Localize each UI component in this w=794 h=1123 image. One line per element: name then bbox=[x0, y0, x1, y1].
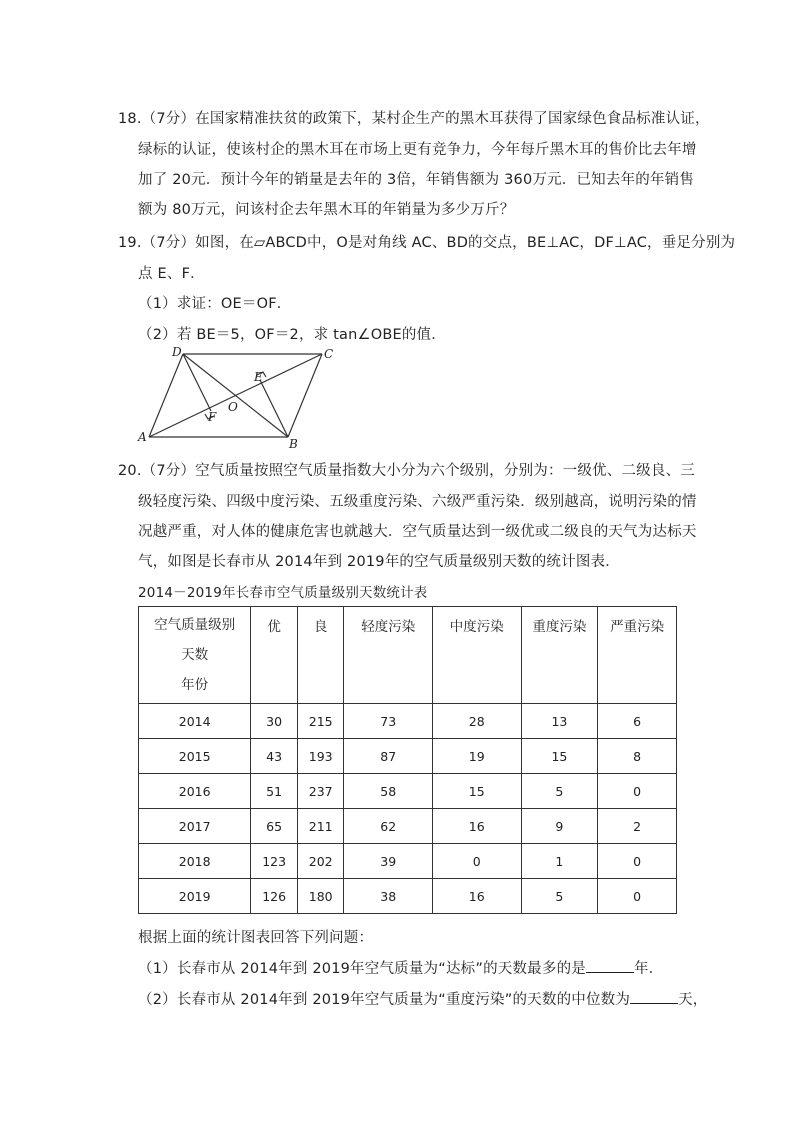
cell-good: 211 bbox=[297, 809, 344, 844]
q20-after-table: 根据上面的统计图表回答下列问题： bbox=[138, 930, 374, 946]
cell-excellent: 30 bbox=[251, 704, 298, 739]
q20-sub-1-suffix: 年． bbox=[633, 961, 664, 977]
label-c: C bbox=[324, 347, 334, 361]
q18-line-2: 绿标的认证，使该村企的黑木耳在市场上更有竞争力，今年每斤黑木耳的售价比去年增 bbox=[138, 142, 697, 158]
cell-severe: 0 bbox=[598, 879, 677, 914]
q18-line-3: 加了 20元．预计今年的销量是去年的 3倍，年销售额为 360万元．已知去年的年销售 bbox=[138, 172, 695, 188]
side-ad bbox=[149, 354, 183, 437]
cell-severe: 2 bbox=[598, 809, 677, 844]
cell-year: 2018 bbox=[139, 844, 251, 879]
cell-severe: 0 bbox=[598, 774, 677, 809]
q18-line-1: 18.（7分）在国家精准扶贫的政策下，某村企生产的黑木耳获得了国家绿色食品标准认证， bbox=[118, 111, 710, 127]
cell-severe: 6 bbox=[598, 704, 677, 739]
table-row bbox=[139, 774, 677, 809]
cell-light: 58 bbox=[344, 774, 433, 809]
q20-sub-1 bbox=[138, 957, 663, 978]
header-moderate-pollution: 中度污染 bbox=[432, 607, 521, 704]
header-good: 良 bbox=[297, 607, 344, 704]
air-quality-table bbox=[138, 606, 677, 914]
cell-light: 62 bbox=[344, 809, 433, 844]
cell-moderate: 16 bbox=[432, 809, 521, 844]
side-cb bbox=[288, 354, 322, 437]
cell-good: 215 bbox=[297, 704, 344, 739]
cell-good: 193 bbox=[297, 739, 344, 774]
cell-heavy: 13 bbox=[521, 704, 598, 739]
header-corner-level: 空气质量级别 bbox=[154, 617, 236, 633]
q20-line-2: 级轻度污染、四级中度污染、五级重度污染、六级严重污染．级别越高，说明污染的情 bbox=[138, 494, 697, 510]
q20-line-4: 气，如图是长春市从 2014年到 2019年的空气质量级别天数的统计图表． bbox=[138, 554, 620, 570]
label-o: O bbox=[228, 400, 238, 414]
parallelogram-figure bbox=[136, 340, 346, 452]
header-excellent: 优 bbox=[251, 607, 298, 704]
q20-line-3: 况越严重，对人体的健康危害也就越大．空气质量达到一级优或二级良的天气为达标天 bbox=[138, 524, 697, 540]
q19-part-2: （2）若 BE＝5，OF＝2，求 tan∠OBE的值． bbox=[138, 327, 446, 343]
cell-year: 2015 bbox=[139, 739, 251, 774]
label-d: D bbox=[172, 345, 182, 359]
header-corner-year: 年份 bbox=[181, 677, 209, 693]
cell-heavy: 1 bbox=[521, 844, 598, 879]
table-row bbox=[139, 809, 677, 844]
cell-light: 38 bbox=[344, 879, 433, 914]
cell-year: 2014 bbox=[139, 704, 251, 739]
label-b: B bbox=[289, 437, 298, 451]
label-f: F bbox=[208, 410, 217, 424]
answer-blank-1[interactable] bbox=[586, 960, 634, 973]
diagonal-bd bbox=[183, 354, 288, 437]
cell-severe: 0 bbox=[598, 844, 677, 879]
cell-year: 2019 bbox=[139, 879, 251, 914]
cell-light: 39 bbox=[344, 844, 433, 879]
q18-line-4: 额为 80万元，问该村企去年黑木耳的年销量为多少万斤？ bbox=[138, 202, 515, 218]
cell-good: 202 bbox=[297, 844, 344, 879]
cell-excellent: 51 bbox=[251, 774, 298, 809]
q19-line-1: 19.（7分）如图，在▱ABCD中，O是对角线 AC、BD的交点，BE⊥AC，DF⊥AC，垂足分别为 bbox=[118, 235, 736, 251]
q19-part-1: （1）求证：OE＝OF． bbox=[138, 296, 292, 312]
segment-be bbox=[260, 380, 288, 437]
cell-excellent: 123 bbox=[251, 844, 298, 879]
q20-sub-1-text: （1）长春市从 2014年到 2019年空气质量为“达标”的天数最多的是 bbox=[138, 961, 586, 977]
header-severe-pollution: 严重污染 bbox=[598, 607, 677, 704]
table-row bbox=[139, 739, 677, 774]
cell-moderate: 16 bbox=[432, 879, 521, 914]
answer-blank-2[interactable] bbox=[630, 991, 678, 1004]
cell-year: 2016 bbox=[139, 774, 251, 809]
table-row bbox=[139, 879, 677, 914]
label-e: E bbox=[254, 370, 263, 384]
cell-severe: 8 bbox=[598, 739, 677, 774]
q20-sub-2-suffix: 天， bbox=[678, 992, 708, 1008]
q20-line-1: 20.（7分）空气质量按照空气质量指数大小分为六个级别，分别为：一级优、二级良、三 bbox=[118, 463, 695, 479]
cell-year: 2017 bbox=[139, 809, 251, 844]
header-corner-days: 天数 bbox=[181, 647, 209, 663]
table-row bbox=[139, 704, 677, 739]
segment-df bbox=[183, 354, 211, 411]
cell-good: 180 bbox=[297, 879, 344, 914]
table-header-row bbox=[139, 607, 677, 704]
q20-sub-2-text: （2）长春市从 2014年到 2019年空气质量为“重度污染”的天数的中位数为 bbox=[138, 992, 631, 1008]
cell-moderate: 0 bbox=[432, 844, 521, 879]
header-corner-cell bbox=[139, 607, 251, 704]
cell-heavy: 5 bbox=[521, 774, 598, 809]
cell-moderate: 28 bbox=[432, 704, 521, 739]
cell-good: 237 bbox=[297, 774, 344, 809]
header-light-pollution: 轻度污染 bbox=[344, 607, 433, 704]
cell-heavy: 5 bbox=[521, 879, 598, 914]
table-title: 2014－2019年长春市空气质量级别天数统计表 bbox=[138, 585, 428, 601]
q19-line-2: 点 E、F． bbox=[138, 266, 205, 282]
cell-moderate: 15 bbox=[432, 774, 521, 809]
header-heavy-pollution: 重度污染 bbox=[521, 607, 598, 704]
cell-moderate: 19 bbox=[432, 739, 521, 774]
cell-light: 87 bbox=[344, 739, 433, 774]
q20-sub-2 bbox=[138, 988, 707, 1009]
cell-excellent: 43 bbox=[251, 739, 298, 774]
cell-heavy: 9 bbox=[521, 809, 598, 844]
cell-excellent: 65 bbox=[251, 809, 298, 844]
table-row bbox=[139, 844, 677, 879]
cell-heavy: 15 bbox=[521, 739, 598, 774]
cell-light: 73 bbox=[344, 704, 433, 739]
label-a: A bbox=[138, 430, 147, 444]
cell-excellent: 126 bbox=[251, 879, 298, 914]
